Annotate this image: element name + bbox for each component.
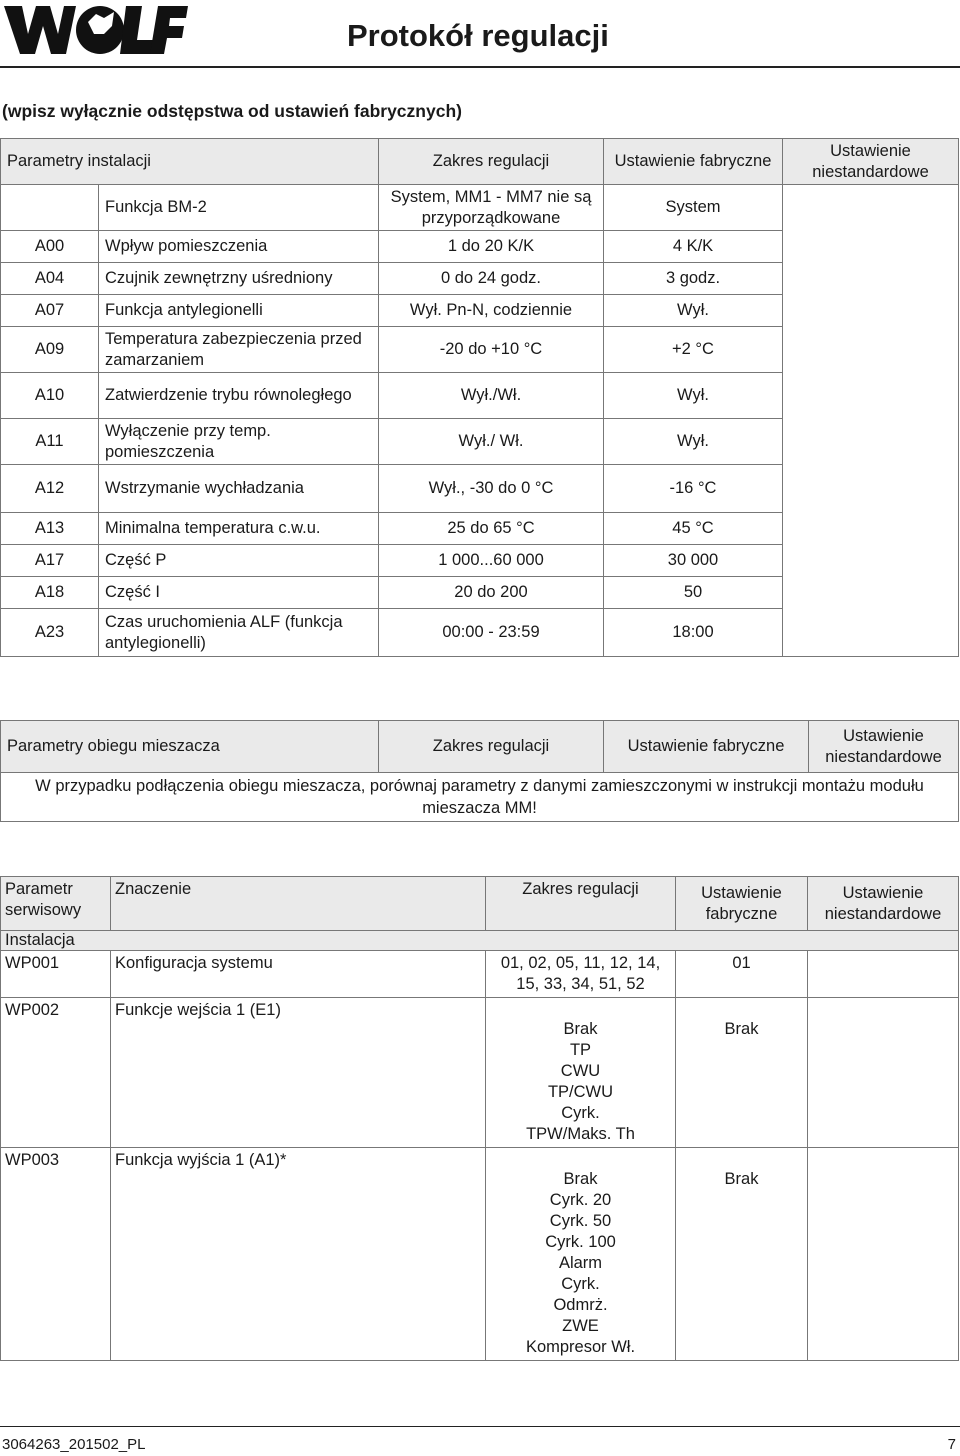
wolf-logo xyxy=(4,4,188,56)
param-default: 45 °C xyxy=(604,513,783,545)
param-code: A13 xyxy=(1,513,99,545)
range-line: ZWE xyxy=(562,1317,599,1335)
param-range: Wył./Wł. xyxy=(379,373,604,419)
range-line: Cyrk. xyxy=(561,1104,600,1122)
param-name: Konfiguracja systemu xyxy=(111,951,486,998)
header-service-parameter: Parametr serwisowy xyxy=(1,877,111,931)
table-header-row xyxy=(1,877,959,931)
param-default: 01 xyxy=(676,951,808,998)
param-default: Wył. xyxy=(604,373,783,419)
param-default: 30 000 xyxy=(604,545,783,577)
header-custom: Ustawienie niestandardowe xyxy=(783,139,959,185)
param-name: Funkcja BM-2 xyxy=(99,185,379,231)
subtitle: (wpisz wyłącznie odstępstwa od ustawień fabrycznych) xyxy=(2,101,462,121)
range-line: Alarm xyxy=(558,1254,603,1272)
footer-rule xyxy=(0,1426,960,1427)
param-range: 0 do 24 godz. xyxy=(379,263,604,295)
param-code: WP003 xyxy=(1,1148,111,1361)
param-range xyxy=(486,1148,676,1361)
param-range: Wył. Pn-N, codziennie xyxy=(379,295,604,327)
header-parameters: Parametry instalacji xyxy=(1,139,379,185)
section-installation: Instalacja xyxy=(1,931,959,951)
range-line: TP/CWU xyxy=(547,1083,614,1101)
table-row xyxy=(1,998,959,1148)
param-default: +2 °C xyxy=(604,327,783,373)
param-code: A12 xyxy=(1,465,99,513)
param-code: WP002 xyxy=(1,998,111,1148)
param-code: A10 xyxy=(1,373,99,419)
param-range: -20 do +10 °C xyxy=(379,327,604,373)
header-range: Zakres regulacji xyxy=(379,139,604,185)
custom-setting-cell[interactable] xyxy=(808,951,959,998)
param-code xyxy=(1,185,99,231)
param-name: Część P xyxy=(99,545,379,577)
mixer-note: W przypadku podłączenia obiegu mieszacza, porównaj parametry z danymi zamieszczonymi w instrukcji montażu modułu mieszacza MM! xyxy=(1,773,959,822)
param-default: 3 godz. xyxy=(604,263,783,295)
param-name: Temperatura zabezpieczenia przed zamarzaniem xyxy=(99,327,379,373)
custom-setting-cell[interactable] xyxy=(783,185,959,657)
param-range: 25 do 65 °C xyxy=(379,513,604,545)
range-line: Brak xyxy=(563,1170,598,1188)
range-line: Cyrk. 20 xyxy=(549,1191,612,1209)
param-range xyxy=(486,951,676,998)
table-header-row xyxy=(1,139,959,185)
param-name: Funkcje wejścia 1 (E1) xyxy=(111,998,486,1148)
param-code: A17 xyxy=(1,545,99,577)
param-code: A18 xyxy=(1,577,99,609)
param-name: Minimalna temperatura c.w.u. xyxy=(99,513,379,545)
header-mixer-parameters: Parametry obiegu mieszacza xyxy=(1,721,379,773)
param-default: Wył. xyxy=(604,295,783,327)
param-name: Zatwierdzenie trybu równoległego xyxy=(99,373,379,419)
mixer-circuit-table xyxy=(0,720,959,822)
param-name: Wpływ pomieszczenia xyxy=(99,231,379,263)
header-custom: Ustawienie niestandardowe xyxy=(809,721,959,773)
service-parameters-table xyxy=(0,876,959,1361)
section-row xyxy=(1,931,959,951)
range-line: 15, 33, 34, 51, 52 xyxy=(516,975,645,993)
param-default: Brak xyxy=(676,998,808,1148)
param-range: 1 do 20 K/K xyxy=(379,231,604,263)
header-custom: Ustawienie niestandardowe xyxy=(808,877,959,931)
param-name: Funkcja antylegionelli xyxy=(99,295,379,327)
param-code: A09 xyxy=(1,327,99,373)
range-line: Kompresor Wł. xyxy=(525,1338,636,1356)
range-line: Cyrk. 50 xyxy=(549,1212,612,1230)
param-range: Wył./ Wł. xyxy=(379,419,604,465)
param-code: A07 xyxy=(1,295,99,327)
table-row xyxy=(1,185,959,231)
param-name: Wstrzymanie wychładzania xyxy=(99,465,379,513)
param-range: Wył., -30 do 0 °C xyxy=(379,465,604,513)
range-line: Brak xyxy=(563,1020,598,1038)
param-range: System, MM1 - MM7 nie są przyporządkowane xyxy=(379,185,604,231)
header-range: Zakres regulacji xyxy=(379,721,604,773)
table-row xyxy=(1,1148,959,1361)
range-line: 01, 02, 05, 11, 12, 14, xyxy=(500,954,661,972)
header-default: Ustawienie fabryczne xyxy=(604,721,809,773)
param-name: Wyłączenie przy temp. pomieszczenia xyxy=(99,419,379,465)
document-code: 3064263_201502_PL xyxy=(2,1436,146,1453)
table-row xyxy=(1,951,959,998)
range-line: Cyrk. xyxy=(561,1275,600,1293)
page-number: 7 xyxy=(947,1436,956,1453)
range-line: Cyrk. 100 xyxy=(545,1233,616,1251)
param-name: Funkcja wyjścia 1 (A1)* xyxy=(111,1148,486,1361)
header-rule xyxy=(0,66,960,68)
range-line: Odmrż. xyxy=(553,1296,608,1314)
param-code: A23 xyxy=(1,609,99,657)
note-row xyxy=(1,773,959,822)
range-line: CWU xyxy=(560,1062,601,1080)
param-default: -16 °C xyxy=(604,465,783,513)
param-name: Czujnik zewnętrzny uśredniony xyxy=(99,263,379,295)
param-default: 50 xyxy=(604,577,783,609)
document-title: Protokół regulacji xyxy=(347,18,609,53)
param-code: WP001 xyxy=(1,951,111,998)
param-default: Wył. xyxy=(604,419,783,465)
param-code: A04 xyxy=(1,263,99,295)
custom-setting-cell[interactable] xyxy=(808,1148,959,1361)
param-code: A11 xyxy=(1,419,99,465)
header-default: Ustawienie fabryczne xyxy=(604,139,783,185)
param-default: 18:00 xyxy=(604,609,783,657)
param-name: Czas uruchomienia ALF (funkcja antylegionelli) xyxy=(99,609,379,657)
param-default: 4 K/K xyxy=(604,231,783,263)
header-default: Ustawienie fabryczne xyxy=(676,877,808,931)
param-default: Brak xyxy=(676,1148,808,1361)
param-range xyxy=(486,998,676,1148)
custom-setting-cell[interactable] xyxy=(808,998,959,1148)
param-code: A00 xyxy=(1,231,99,263)
param-default: System xyxy=(604,185,783,231)
param-name: Część I xyxy=(99,577,379,609)
installation-parameters-table xyxy=(0,138,959,657)
param-range: 1 000...60 000 xyxy=(379,545,604,577)
range-line: TP xyxy=(569,1041,592,1059)
table-header-row xyxy=(1,721,959,773)
range-line: TPW/Maks. Th xyxy=(526,1125,635,1143)
header-meaning: Znaczenie xyxy=(111,877,486,931)
param-range: 00:00 - 23:59 xyxy=(379,609,604,657)
header-range: Zakres regulacji xyxy=(486,877,676,931)
param-range: 20 do 200 xyxy=(379,577,604,609)
